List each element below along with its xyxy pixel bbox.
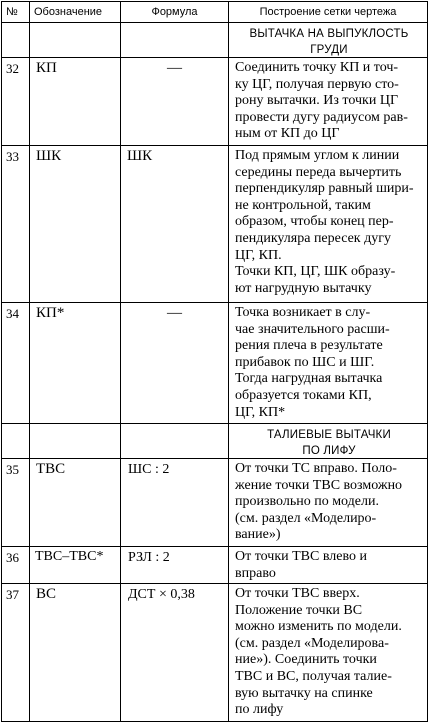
table-row [2,58,427,146]
header-code: Обозначение [30,2,121,22]
row-description: Соединить точку КП и точ- ку ЦГ, получая первую сто- рону вытачки. Из точки ЦГ провести дугу радиусом рав- ным от КП до ЦГ [235,60,408,142]
row-description: От точки ТВС влево и вправо [235,549,367,581]
row-formula: — [121,58,229,145]
section-title-waist-darts: ТАЛИЕВЫЕ ВЫТАЧКИ ПО ЛИФУ [267,429,391,457]
table-row [2,584,427,721]
row-number: 35 [2,459,30,546]
row-number: 33 [2,146,30,302]
table-header [2,2,427,23]
row-code: КП [30,58,121,145]
section-row [2,23,427,58]
row-formula: РЗЛ : 2 [121,547,229,583]
row-formula: — [121,303,229,423]
table-row [2,303,427,424]
row-description: Точка возникает в слу- чае значительного расши- рения плеча в результате прибавок по ШС и ШГ. Тогда нагрудная вытачка образуется токами КП, ЦГ, КП* [235,305,390,420]
row-number: 36 [2,547,30,583]
row-formula: ДСТ × 0,38 [121,584,229,721]
row-number: 34 [2,303,30,423]
row-formula: ШС : 2 [121,459,229,546]
pattern-table [1,1,428,722]
table-row [2,547,427,584]
row-description: Под прямым углом к линии середины переда вычертить перпендикуляр равный шири- не контрольной, таким образом, чтобы конец пер- пендикуляра пересек дугу ЦГ, КП. Точки КП, ЦГ, ШК образу- ют нагрудную вытачку [235,148,414,296]
header-formula: Формула [121,2,229,22]
table-row [2,146,427,303]
row-code: ШК [30,146,121,302]
row-code: ТВС [30,459,121,546]
section-row [2,424,427,459]
row-description: От точки ТВС вверх. Положение точки ВС можно изменить по модели. (см. раздел «Моделирова- ние»). Соединить точки ТВС и ВС, получая талие- вую вытачку на спинке по лифу [235,586,402,718]
row-code: ВС [30,584,121,721]
table-row [2,459,427,547]
row-code: КП* [30,303,121,423]
section-title-bust-dart: ВЫТАЧКА НА ВЫПУКЛОСТЬ ГРУДИ [249,28,409,56]
row-formula: ШК [121,146,229,302]
header-description: Построение сетки чертежа [259,6,397,18]
row-code: ТВС–ТВС* [30,547,121,583]
header-num: № [2,2,30,22]
row-number: 37 [2,584,30,721]
row-description: От точки ТС вправо. Поло- жение точки ТВС возможно произвольно по модели. (см. раздел «Моделиро- вание») [235,461,403,543]
row-number: 32 [2,58,30,145]
